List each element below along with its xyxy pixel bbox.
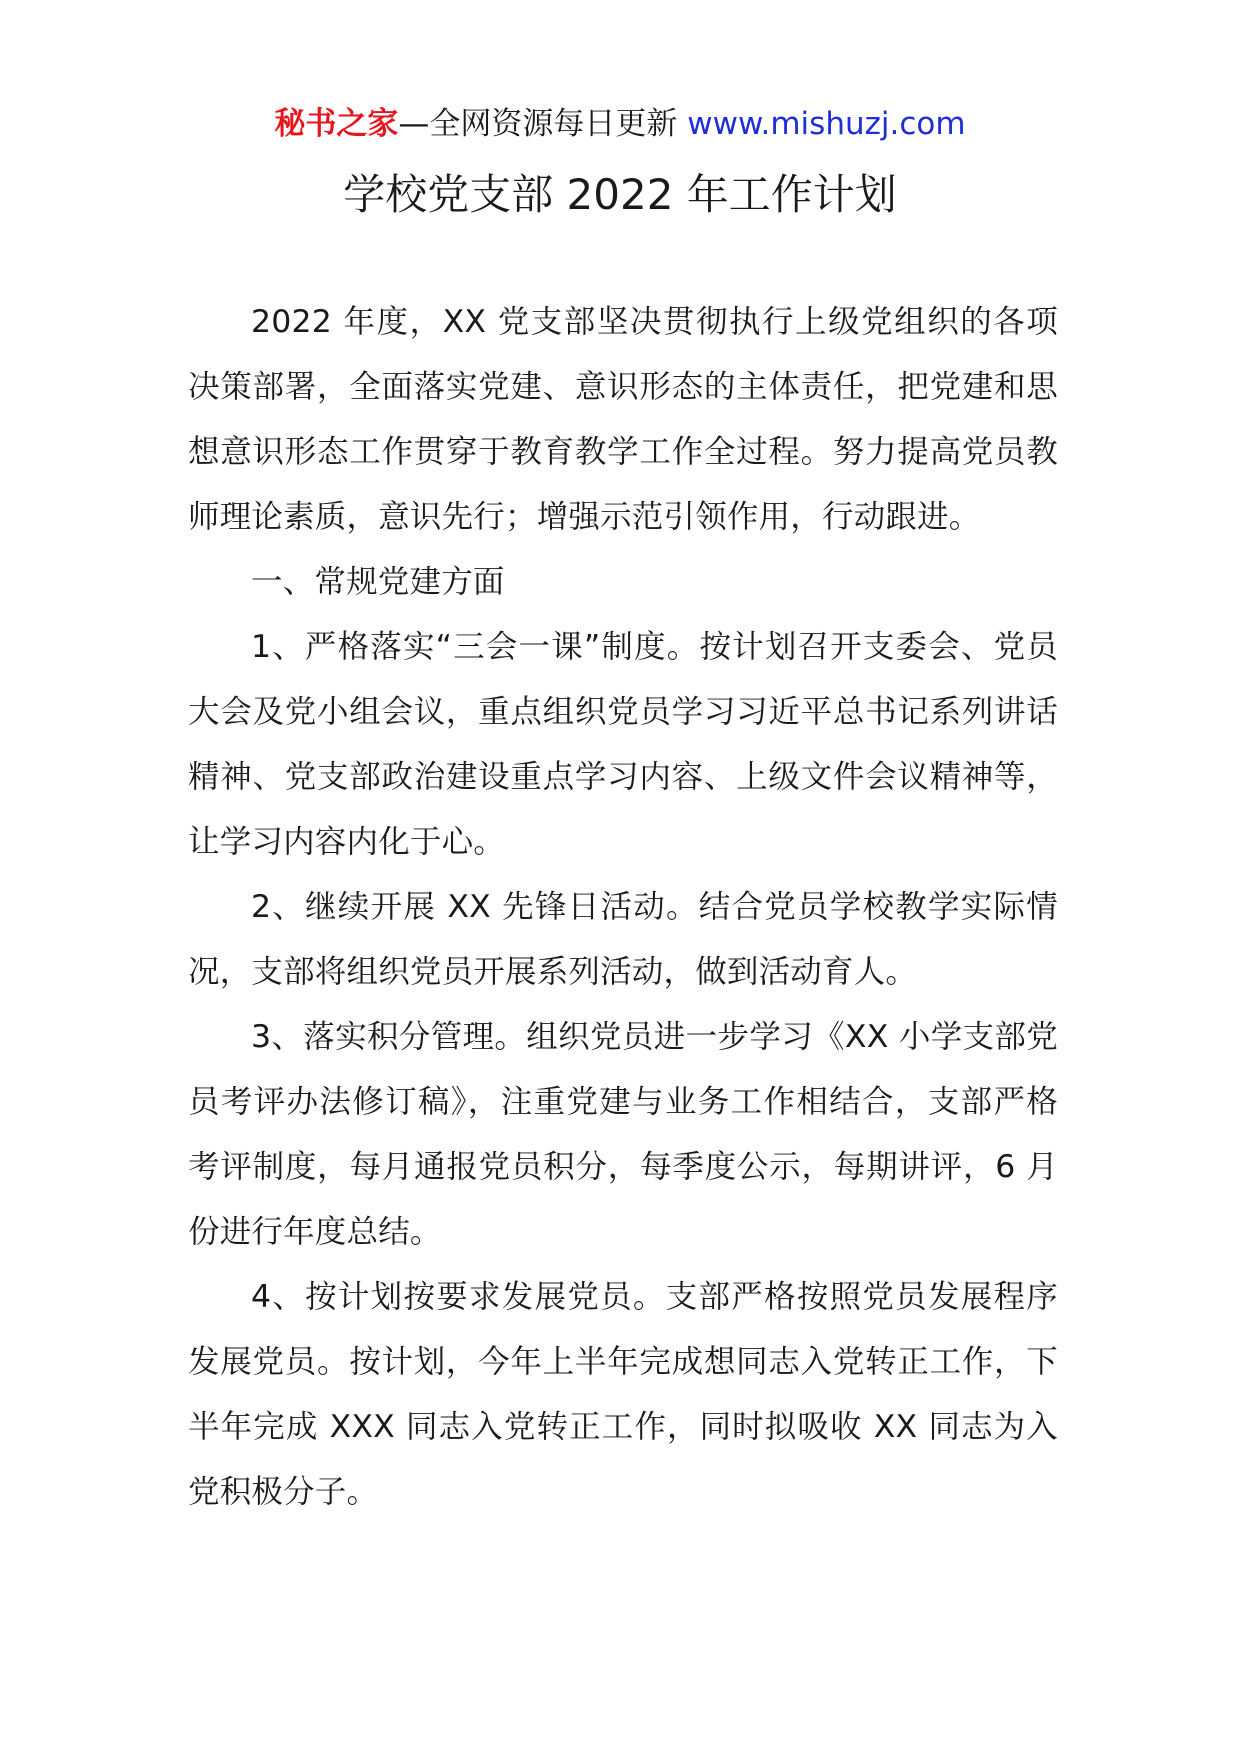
item-4-paragraph: 4、按计划按要求发展党员。支部严格按照党员发展程序发展党员。按计划，今年上半年完成想同志入党转正工作，下半年完成 XXX 同志入党转正工作，同时拟吸收 XX 同志为入党积极分子。 xyxy=(188,1279,1058,1510)
intro-paragraph: 2022 年度，XX 党支部坚决贯彻执行上级党组织的各项决策部署，全面落实党建、意识形态的主体责任，把党建和思想意识形态工作贯穿于教育教学工作全过程。努力提高党员教师理论素质，意识先行；增强示范引领作用，行动跟进。 xyxy=(188,304,1058,535)
item-3-paragraph: 3、落实积分管理。组织党员进一步学习《XX 小学支部党员考评办法修订稿》，注重党建与业务工作相结合，支部严格考评制度，每月通报党员积分，每季度公示，每期讲评，6 月份进行年度总结。 xyxy=(188,1019,1058,1250)
document-title: 学校党支部 2022 年工作计划 xyxy=(343,170,897,219)
site-header xyxy=(0,100,1240,148)
header-tagline: —全网资源每日更新 xyxy=(398,106,688,142)
item-2-paragraph: 2、继续开展 XX 先锋日活动。结合党员学校教学实际情况，支部将组织党员开展系列活动，做到活动育人。 xyxy=(188,889,1058,990)
brand-name: 秘书之家 xyxy=(274,106,399,142)
site-url-link[interactable]: www.mishuzj.com xyxy=(687,106,966,142)
item-1-paragraph: 1、严格落实“三会一课”制度。按计划召开支委会、党员大会及党小组会议，重点组织党员学习习近平总书记系列讲话精神、党支部政治建设重点学习内容、上级文件会议精神等，让学习内容内化于心。 xyxy=(188,629,1058,860)
document-body xyxy=(188,290,1058,1525)
section-heading: 一、常规党建方面 xyxy=(251,564,505,600)
